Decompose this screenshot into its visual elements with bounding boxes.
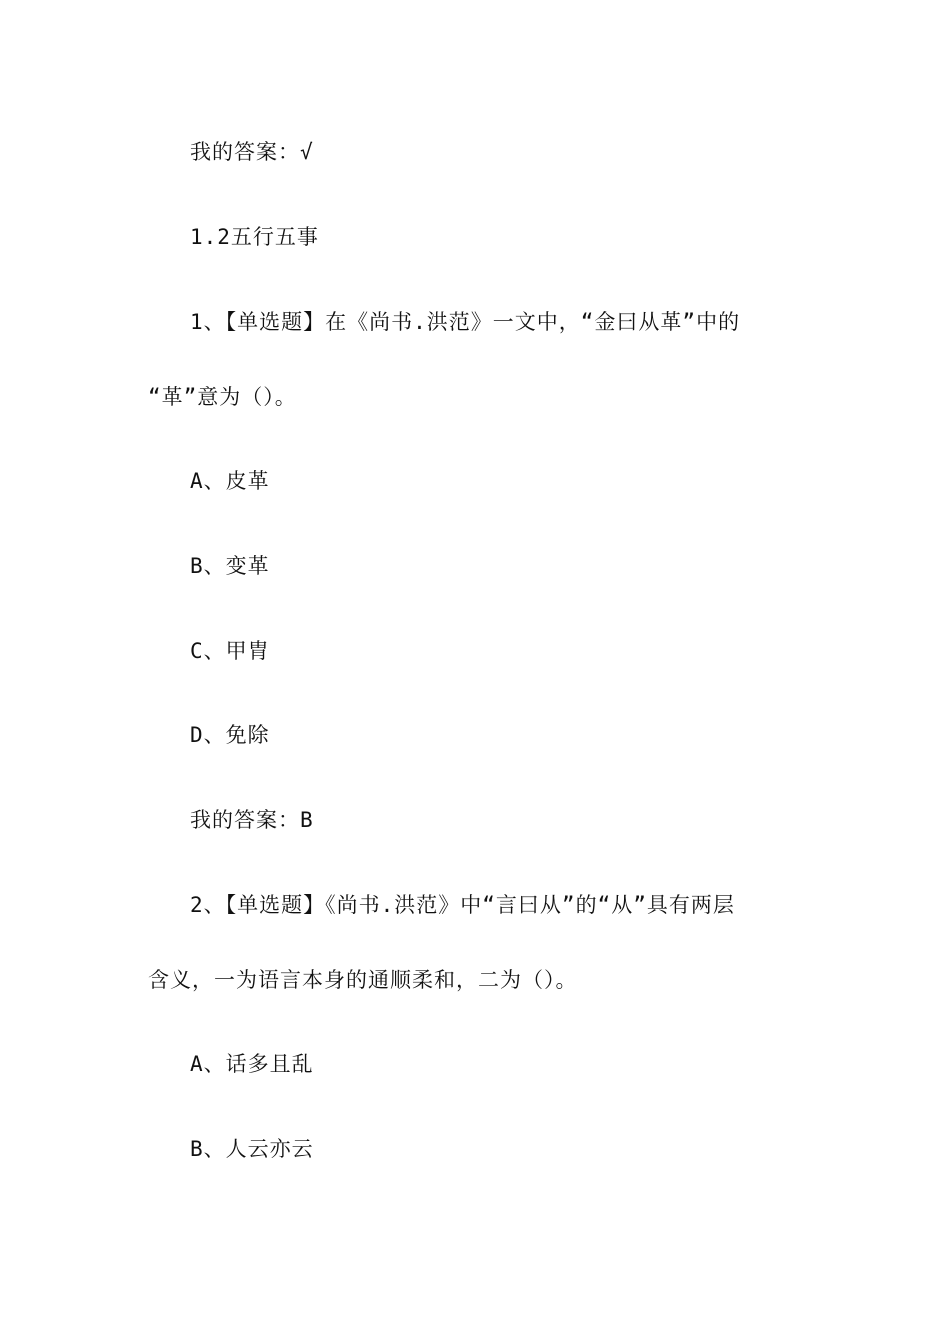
question-1-option-d: D、免除 [190, 723, 270, 747]
question-1-option-a: A、皮革 [190, 469, 270, 493]
question-1-line-1: 1、【单选题】在《尚书.洪范》一文中，“金曰从革”中的 [190, 310, 741, 334]
question-1-option-c: C、甲胄 [190, 639, 270, 663]
question-2-line-1: 2、【单选题】《尚书.洪范》中“言曰从”的“从”具有两层 [190, 893, 735, 917]
section-title: 1.2五行五事 [190, 225, 319, 249]
question-1-answer: 我的答案：B [190, 808, 314, 832]
question-2-line-2: 含义，一为语言本身的通顺柔和，二为（）。 [148, 968, 578, 992]
previous-answer: 我的答案：√ [190, 140, 314, 164]
question-1-option-b: B、变革 [190, 554, 270, 578]
question-1-line-2: “革”意为（）。 [148, 385, 297, 409]
question-2-option-b: B、人云亦云 [190, 1137, 314, 1161]
question-2-option-a: A、话多且乱 [190, 1052, 314, 1076]
